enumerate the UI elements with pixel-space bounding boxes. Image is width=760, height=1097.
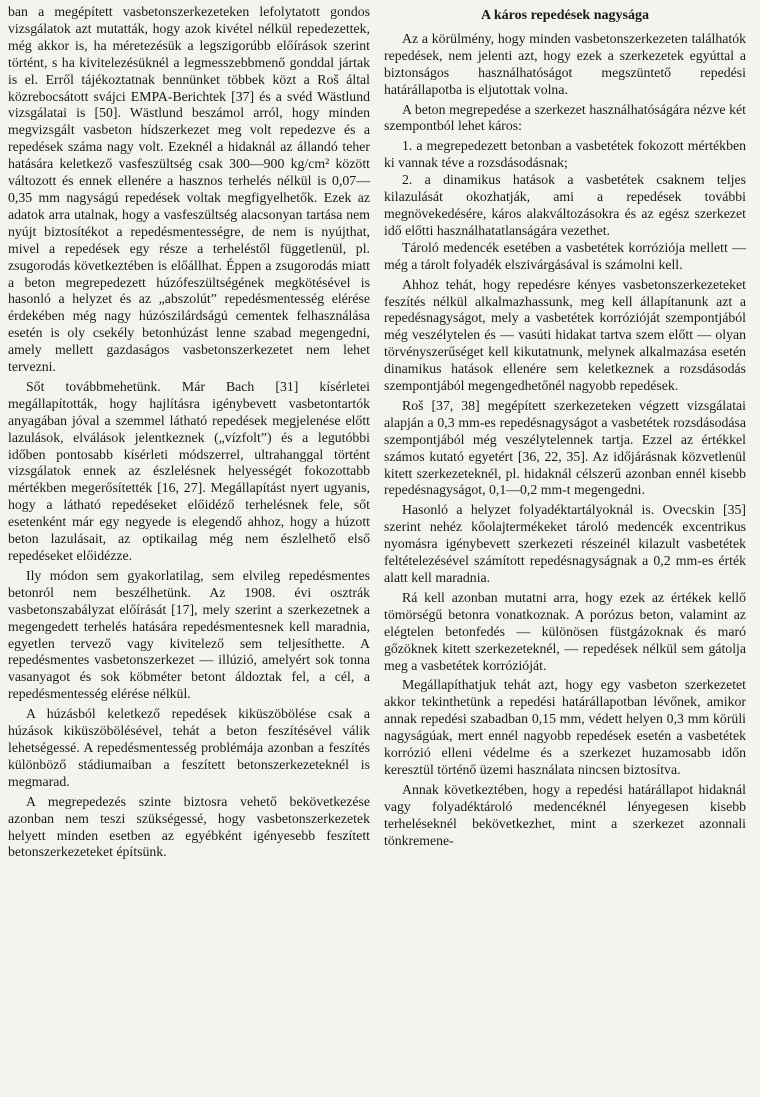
list-item: 2. a dinamikus hatások a vasbetétek csaknem teljes kilazulását okozhatják, ami a repedések további megnövekedésére, káros alakváltozásokra és az egész szerkezet idő előtti használhatatlanságára vezethet.	[384, 172, 746, 238]
paragraph: Ahhoz tehát, hogy repedésre kényes vasbetonszerkezeteket feszítés nélkül alkalmazhassunk, meg kell állapítanunk azt a repedésnagyságot, mely a vasbetétek korrózióját szempontjából még veszélytelen és — vasúti hidakat tartva szem előtt — olyan törvényszerűséget kell kikutatnunk, melynek alkalmazása esetén dinamikus hatások ellenére sem keletkeznek a rozsdásodás szempontjából megengedhetőnél nagyobb repedések.	[384, 276, 746, 394]
paragraph: Tároló medencék esetében a vasbetétek korróziója mellett — még a tárolt folyadék elszivárgásával is számolni kell.	[384, 239, 746, 272]
left-column	[8, 4, 370, 1097]
paragraph: Annak következtében, hogy a repedési határállapot hidaknál vagy folyadéktároló medencéknél lényegesen kisebb terheléseknél bekövetkezhet, mint a szerkezet azonnali tönkremene-	[384, 781, 746, 848]
paragraph: Rá kell azonban mutatni arra, hogy ezek az értékek kellő tömörségű betonra vonatkoznak. A porózus beton, valamint az elégtelen betonfedés — különösen füstgázoknak és maró gőzöknek kitett szerkezeteknél, — repedések nélkül sem gátolja meg a vasbetétek korrózióját.	[384, 589, 746, 673]
paragraph: Az a körülmény, hogy minden vasbetonszerkezeten találhatók repedések, nem jelenti azt, hogy ezek a szerkezetek egyúttal a biztonságos használhatóságot megszüntető repedési határállapotba is eljutottak volna.	[384, 30, 746, 97]
paragraph: ban a megépített vasbetonszerkezeteken lefolytatott gondos vizsgálatok azt mutatták, hogy azok kivétel nélkül repedezettek, még akkor is, ha méretezésük a legszigorúbb előírások szerint történt, s ha kivitelezésüknél a legmesszebbmenő gonddal jártak is el. Erről tájékoztatnak bennünket többek közt a Roš által közrebocsátott svájci EMPA-Berichtek [37] és a svéd Wästlund vizsgálatai is [50]. Wästlund beszámol arról, hogy minden megvizsgált vasbeton hídszerkezet meg volt repedezve és a repedések száma nagy volt. Ezeknél a hidaknál az állandó teher hatására keletkező vasfeszültség csak 300—900 kg/cm² között változott és ennek ellenére a hasznos terhelés nélkül is 0,07—0,35 mm nagyságú repedések voltak megfigyelhetők. Ezek az adatok arra utalnak, hogy a vasfeszültség alacsonyan tartása nem nyújt biztosítékot a repedésmentességre, de nem is nyújthat, mivel a repedések egy része a terheléstől függetlenül, pl. zsugorodás következtében is előállhat. Éppen a zsugorodás miatt a beton megrepedezett húzófeszültségének megkötésével is hasonló a helyzet és az „abszolút” repedésmentesség elérése érdekében még nagy húzószilárdságú cementek felhasználása esetén is oly csekély betonhúzást lenne szabad megengedni, amely mellett gazdaságos vasbetonszerkezetet nem lehet tervezni.	[8, 4, 370, 375]
paragraph: Megállapíthatjuk tehát azt, hogy egy vasbeton szerkezetet akkor tekinthetünk a repedési határállapotban lévőnek, amikor annak repedési szabadban 0,15 mm, védett helyen 0,3 mm körüli nagyságúak, mert ennél nagyobb repedések esetén a vasbetétek korrózió elleni védelme és a szerkezet huzamosabb időn keresztül történő üzemi használata nincsen biztosítva.	[384, 677, 746, 777]
paragraph: A beton megrepedése a szerkezet használhatóságára nézve két szempontból lehet káros:	[384, 101, 746, 134]
paragraph: Hasonló a helyzet folyadéktartályoknál is. Ovecskin [35] szerint nehéz kőolajtermékeket tároló medencék excentrikus nyomásra igénybevett szerkezeti részeinél kilazult vasbetétek feltételezésével számított repedésnagyságnak a 0,2 mm-es érték alatt kell maradnia.	[384, 502, 746, 585]
section-heading: A káros repedések nagysága	[481, 8, 649, 23]
paragraph: Roš [37, 38] megépített szerkezeteken végzett vizsgálatai alapján a 0,3 mm-es repedésnagyságot a vasbetétek rozsdásodása szempontjából még veszélytelennek tartja. Ezzel az értékkel számos kutató egyetért [36, 22, 35]. Az időjárásnak közvetlenül kitett szerkezeteknél, pl. hidaknál célszerű azonban ennél kisebb repedésnagyságot, 0,1—0,2 mm-t megengedni.	[384, 397, 746, 498]
paragraph: A húzásból keletkező repedések kiküszöbölése csak a húzások kiküszöbölésével, tehát a beton feszítésével válik lehetségessé. A repedésmentesség problémája azonban a feszítés különböző stádiumaiban a feszített betonszerkezeteknél is megmarad.	[8, 706, 370, 789]
paragraph: Ily módon sem gyakorlatilag, sem elvileg repedésmentes betonról nem beszélhetünk. Az 1908. évi osztrák vasbetonszabályzat előírását [17], mely szerint a szerkezetnek a megengedett terhelés hatására repedésmentesnek kell maradnia, egyetlen tervező vagy kivitelező sem teljesíthette. A repedésmentes vasbetonszerkezet — illúzió, amelyért sok tonna vasanyagot és sok köbméter betont áldoztak fel, a cél, a repedésmentesség elérése nélkül.	[8, 567, 370, 702]
list-item: 1. a megrepedezett betonban a vasbetétek fokozott mértékben ki vannak téve a rozsdásodásnak;	[384, 138, 746, 171]
right-column	[384, 4, 746, 1097]
paragraph: A megrepedezés szinte biztosra vehető bekövetkezése azonban nem teszi szükségessé, hogy vasbetonszerkezetek helyett minden esetben az egyébként igényesebb feszített betonszerkezeteket építsünk.	[8, 793, 370, 860]
paragraph: Sőt továbbmehetünk. Már Bach [31] kísérletei megállapították, hogy hajlításra igénybevett vasbetontartók anyagában jóval a szemmel látható repedések megjelenése előtt lazulások, elválások jelentkeznek („vízfolt”) és a legutóbbi időben pontosabb kísérleti módszerrel, ultrahanggal történt vizsgálatok ennek az észlelésnek helyességét fokozottabb mértékben megerősítették [16, 27]. Megállapítást nyert ugyanis, hogy a látható repedéseket előidéző terhelésnek fele, sőt esetenként már egy negyede is elegendő ahhoz, hogy a húzott beton lazulásait, az optikailag még nem észlelhető első repedéseket előidézze.	[8, 378, 370, 563]
